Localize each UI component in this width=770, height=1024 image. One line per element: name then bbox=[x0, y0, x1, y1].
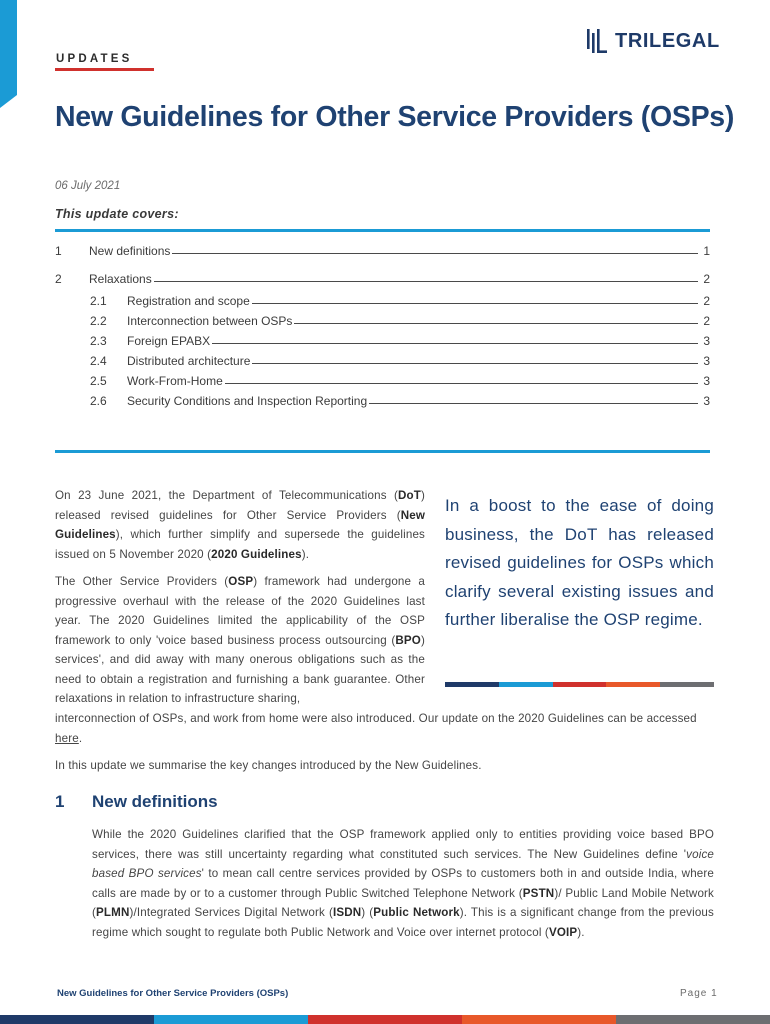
toc-subentry[interactable] bbox=[55, 334, 710, 348]
toc-entry[interactable] bbox=[55, 244, 710, 258]
toc-subentry[interactable] bbox=[55, 394, 710, 408]
toc-label: New definitions bbox=[89, 244, 171, 258]
section-title: New definitions bbox=[92, 792, 218, 811]
divider-top bbox=[55, 229, 710, 232]
toc-label: Foreign EPABX bbox=[127, 334, 211, 348]
toc-leader bbox=[369, 403, 698, 404]
toc-number: 1 bbox=[55, 244, 62, 258]
toc-number: 2.1 bbox=[90, 294, 107, 308]
trilegal-logo bbox=[586, 28, 720, 54]
section-label-underline bbox=[55, 68, 154, 71]
trilegal-logo-icon bbox=[586, 29, 608, 53]
toc-page: 3 bbox=[703, 354, 710, 368]
toc-subentry[interactable] bbox=[55, 294, 710, 308]
toc-label: Distributed architecture bbox=[127, 354, 251, 368]
corner-accent bbox=[0, 0, 17, 108]
toc-leader bbox=[252, 363, 698, 364]
toc-label: Registration and scope bbox=[127, 294, 250, 308]
page-title: New Guidelines for Other Service Providers (OSPs) bbox=[55, 101, 735, 133]
toc-leader bbox=[225, 383, 698, 384]
toc-leader bbox=[154, 281, 698, 282]
footer-color-bar bbox=[0, 1015, 770, 1024]
footer-title: New Guidelines for Other Service Providers (OSPs) bbox=[57, 988, 289, 999]
intro-paragraph-1: On 23 June 2021, the Department of Telecommunications (DoT) released revised guidelines for Other Service Providers (New Guidelines), which further simplify and supersede the guidelines issued on 5 November 2020 (2020 Guidelines). bbox=[55, 489, 425, 561]
pull-quote: In a boost to the ease of doing business, the DoT has released revised guidelines for OSPs which clarify several existing issues and further liberalise the OSP regime. bbox=[445, 496, 714, 629]
toc-number: 2.3 bbox=[90, 334, 107, 348]
toc-label: Security Conditions and Inspection Reporting bbox=[127, 394, 368, 408]
toc-number: 2.4 bbox=[90, 354, 107, 368]
toc-entry[interactable] bbox=[55, 272, 710, 286]
section-label: UPDATES bbox=[56, 53, 133, 65]
toc-subentry[interactable] bbox=[55, 354, 710, 368]
covers-heading: This update covers: bbox=[55, 207, 179, 221]
toc-number: 2.2 bbox=[90, 314, 107, 328]
divider-middle bbox=[55, 450, 710, 453]
here-link[interactable]: here bbox=[55, 731, 79, 745]
toc-page: 3 bbox=[703, 374, 710, 388]
toc-leader bbox=[252, 303, 698, 304]
logo-wordmark: TRILEGAL bbox=[615, 29, 720, 52]
toc-page: 3 bbox=[703, 394, 710, 408]
toc-label: Relaxations bbox=[89, 272, 152, 286]
toc-number: 2.6 bbox=[90, 394, 107, 408]
toc-label: Interconnection between OSPs bbox=[127, 314, 293, 328]
section-number: 1 bbox=[55, 792, 65, 811]
toc-page: 2 bbox=[703, 314, 710, 328]
publish-date: 06 July 2021 bbox=[55, 180, 121, 192]
toc-subentry[interactable] bbox=[55, 374, 710, 388]
toc-number: 2 bbox=[55, 272, 62, 286]
intro-paragraph-4: In this update we summarise the key changes introduced by the New Guidelines. bbox=[55, 759, 482, 772]
toc-leader bbox=[212, 343, 698, 344]
section-1-heading bbox=[55, 792, 218, 812]
section-1-paragraph: While the 2020 Guidelines clarified that the OSP framework applied only to entities providing voice based BPO services, there was still uncertainty regarding what constituted such services. The New Guidelines define 'voice based BPO services' to mean call centre services provided by OSPs to customers both in and outside India, where calls are made by or to a customer through Public Switched Telephone Network (PSTN)/ Public Land Mobile Network (PLMN)/Integrated Services Digital Network (ISDN) (Public Network). This is a significant change from the previous regime which sought to regulate both Public Network and Voice over internet protocol (VOIP). bbox=[92, 828, 715, 939]
toc-page: 2 bbox=[703, 294, 710, 308]
toc-leader bbox=[172, 253, 698, 254]
pull-quote-color-bar bbox=[445, 682, 714, 687]
toc-label: Work-From-Home bbox=[127, 374, 223, 388]
intro-paragraph-2: The Other Service Providers (OSP) framework had undergone a progressive overhaul with the release of the 2020 Guidelines last year. The 2020 Guidelines limited the applicability of the OSP framework to only 'voice based business process outsourcing (BPO) services', and did away with many onerous obligations such as the need to obtain a registration and furnishing a bank guarantee. Other relaxations in relation to infrastructure sharing, bbox=[55, 575, 425, 705]
toc-leader bbox=[294, 323, 698, 324]
toc-subentry[interactable] bbox=[55, 314, 710, 328]
footer-page-number: Page 1 bbox=[680, 988, 718, 999]
toc-page: 2 bbox=[703, 272, 710, 286]
toc-page: 1 bbox=[703, 244, 710, 258]
toc-page: 3 bbox=[703, 334, 710, 348]
toc-number: 2.5 bbox=[90, 374, 107, 388]
intro-paragraph-3: interconnection of OSPs, and work from home were also introduced. Our update on the 2020 Guidelines can be accessed here. bbox=[55, 712, 697, 745]
